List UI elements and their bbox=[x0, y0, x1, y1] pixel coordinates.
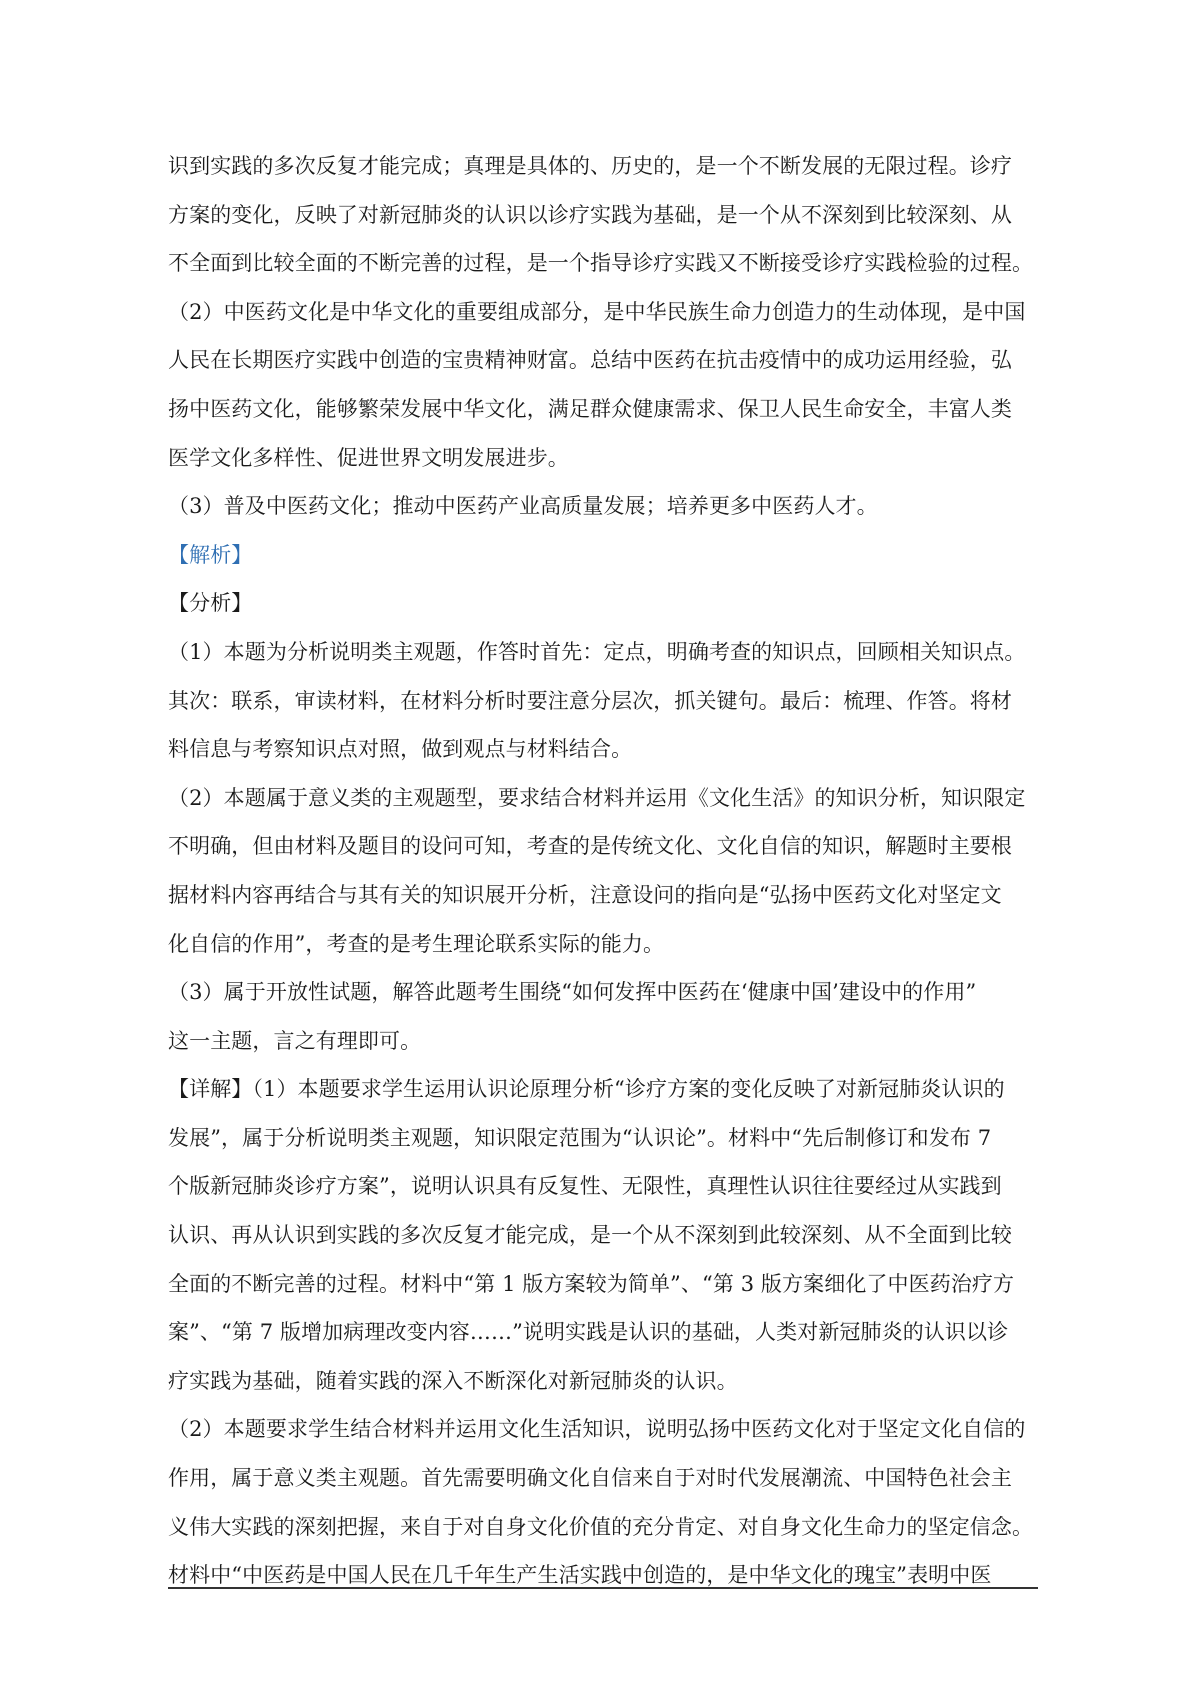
body-line: 义伟大实践的深刻把握，来自于对自身文化价值的充分肯定、对自身文化生命力的坚定信念。 bbox=[168, 1514, 1034, 1539]
body-line: 不明确，但由材料及题目的设问可知，考查的是传统文化、文化自信的知识，解题时主要根 bbox=[168, 834, 1012, 859]
document-body bbox=[168, 142, 1038, 1600]
fenxi-section-tag: 【分析】 bbox=[168, 591, 253, 616]
body-line: 全面的不断完善的过程。材料中“第 1 版方案较为简单”、“第 3 版方案细化了中医药治疗方 bbox=[168, 1271, 1015, 1296]
analysis-item-2: （2）本题属于意义类的主观题型，要求结合材料并运用《文化生活》的知识分析，知识限定 bbox=[168, 785, 1026, 810]
answer-item-2: （2）中医药文化是中华文化的重要组成部分，是中华民族生命力创造力的生动体现，是中国 bbox=[168, 299, 1026, 324]
body-line: 个版新冠肺炎诊疗方案”，说明认识具有反复性、无限性，真理性认识往往要经过从实践到 bbox=[168, 1174, 1002, 1199]
body-line: 识到实践的多次反复才能完成；真理是具体的、历史的，是一个不断发展的无限过程。诊疗 bbox=[168, 154, 1012, 178]
body-line: 发展”，属于分析说明类主观题，知识限定范围为“认识论”。材料中“先后制修订和发布 7 bbox=[168, 1125, 992, 1150]
answer-item-3: （3）普及中医药文化；推动中医药产业高质量发展；培养更多中医药人才。 bbox=[168, 494, 878, 519]
xiangjie-section: 【详解】（1）本题要求学生运用认识论原理分析“诊疗方案的变化反映了对新冠肺炎认识的 bbox=[168, 1077, 1005, 1102]
body-line: 扬中医药文化，能够繁荣发展中华文化，满足群众健康需求、保卫人民生命安全，丰富人类 bbox=[168, 396, 1012, 421]
jiexi-section-tag: 【解析】 bbox=[168, 542, 253, 567]
body-line: 医学文化多样性、促进世界文明发展进步。 bbox=[168, 445, 569, 470]
body-line: 方案的变化，反映了对新冠肺炎的认识以诊疗实践为基础，是一个从不深刻到比较深刻、从 bbox=[168, 202, 1012, 227]
body-line: 案”、“第 7 版增加病理改变内容……”说明实践是认识的基础，人类对新冠肺炎的认识以诊 bbox=[168, 1320, 1009, 1345]
body-line: 这一主题，言之有理即可。 bbox=[168, 1028, 422, 1053]
body-line: 其次：联系，审读材料，在材料分析时要注意分层次，抓关键句。最后：梳理、作答。将材 bbox=[168, 688, 1012, 713]
body-line: 作用，属于意义类主观题。首先需要明确文化自信来自于对时代发展潮流、中国特色社会主 bbox=[168, 1466, 1012, 1491]
analysis-item-1: （1）本题为分析说明类主观题，作答时首先：定点，明确考查的知识点，回顾相关知识点。 bbox=[168, 639, 1026, 664]
detail-item-2: （2）本题要求学生结合材料并运用文化生活知识，说明弘扬中医药文化对于坚定文化自信的 bbox=[168, 1417, 1026, 1442]
body-line: 疗实践为基础，随着实践的深入不断深化对新冠肺炎的认识。 bbox=[168, 1368, 738, 1393]
body-line: 化自信的作用”，考查的是考生理论联系实际的能力。 bbox=[168, 931, 665, 956]
body-line: 据材料内容再结合与其有关的知识展开分析，注意设问的指向是“弘扬中医药文化对坚定文 bbox=[168, 882, 1002, 907]
body-line: 认识、再从认识到实践的多次反复才能完成，是一个从不深刻到此较深刻、从不全面到比较 bbox=[168, 1223, 1012, 1248]
footer-divider bbox=[168, 1587, 1038, 1589]
body-line: 材料中“中医药是中国人民在几千年生产生活实践中创造的，是中华文化的瑰宝”表明中医 bbox=[168, 1563, 992, 1588]
body-line: 不全面到比较全面的不断完善的过程，是一个指导诊疗实践又不断接受诊疗实践检验的过程。 bbox=[168, 251, 1034, 276]
body-line: 料信息与考察知识点对照，做到观点与材料结合。 bbox=[168, 737, 633, 762]
body-line: 人民在长期医疗实践中创造的宝贵精神财富。总结中医药在抗击疫情中的成功运用经验，弘 bbox=[168, 348, 1012, 373]
analysis-item-3: （3）属于开放性试题，解答此题考生围绕“如何发挥中医药在‘健康中国’建设中的作用” bbox=[168, 980, 977, 1005]
